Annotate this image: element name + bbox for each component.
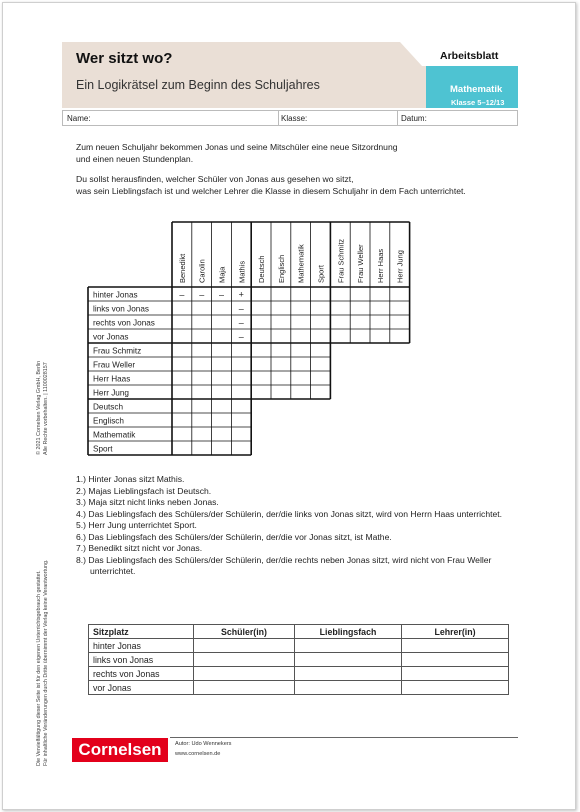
clue-item: 2.) Majas Lieblingsfach ist Deutsch. [76, 485, 212, 496]
clue-item: 5.) Herr Jung unterrichtet Sport. [76, 520, 197, 530]
answer-cell[interactable] [194, 653, 295, 667]
grid-mark: – [238, 317, 244, 328]
subject-label: Mathematik [450, 84, 503, 95]
row-label: vor Jonas [93, 332, 129, 342]
answer-cell[interactable] [295, 681, 402, 695]
name-field-label[interactable]: Name: [67, 114, 91, 123]
copyright-text: Alle Rechte vorbehalten. | 1100028157 [43, 362, 49, 455]
answer-cell[interactable] [295, 667, 402, 681]
grid-mark: – [199, 289, 205, 300]
answer-cell[interactable] [402, 681, 509, 695]
intro-text: Zum neuen Schuljahr bekommen Jonas und seine Mitschüler eine neue Sitzordnung [76, 142, 398, 152]
grade-label: Klasse 5–12/13 [451, 98, 505, 107]
column-header: Frau Schmitz [336, 238, 346, 283]
intro-text: Du sollst herausfinden, welcher Schüler von Jonas aus gesehen wo sitzt, [76, 174, 354, 184]
class-field-label[interactable]: Klasse: [281, 114, 308, 123]
column-header: Maja [217, 266, 227, 283]
author-credit: Autor: Udo Wennekers [175, 741, 232, 747]
copyright-text: © 2021 Cornelsen Verlag GmbH, Berlin [36, 360, 42, 455]
table-row [89, 639, 509, 653]
clue-item: 3.) Maja sitzt nicht links neben Jonas. [76, 497, 219, 507]
row-label: Mathematik [93, 430, 136, 440]
table-cell: links von Jonas [89, 653, 194, 667]
row-label: hinter Jonas [93, 290, 138, 300]
column-header: Mathematik [296, 244, 306, 283]
column-header: Deutsch [257, 255, 267, 283]
clue-list [76, 474, 535, 578]
table-row [89, 667, 509, 681]
column-header: Herr Haas [375, 248, 385, 283]
grid-mark: – [218, 289, 225, 300]
table-cell: rechts von Jonas [89, 667, 194, 681]
column-header: Englisch [276, 254, 286, 283]
usage-notice: Für inhaltliche Veränderungen durch Dritte übernimmt der Verlag keine Verantwortung. [43, 559, 49, 766]
answer-cell[interactable] [295, 639, 402, 653]
row-label: Frau Schmitz [93, 346, 142, 356]
clue-item: 4.) Das Lieblingsfach des Schülers/der Schülerin, der/die links von Jonas sitzt, wird von Herrn Haas unterrichtet. [76, 508, 503, 519]
table-header: Schüler(in) [194, 625, 295, 639]
cornelsen-logo: Cornelsen [72, 738, 168, 762]
row-label: Englisch [93, 416, 124, 426]
answer-cell[interactable] [295, 653, 402, 667]
intro-text: und einen neuen Stundenplan. [76, 153, 194, 164]
answer-cell[interactable] [194, 639, 295, 653]
table-header: Lieblingsfach [295, 625, 402, 639]
table-cell: hinter Jonas [89, 639, 194, 653]
column-header: Carolin [197, 259, 207, 283]
page-title: Wer sitzt wo? [76, 50, 173, 67]
clue-item: 7.) Benedikt sitzt nicht vor Jonas. [76, 543, 203, 553]
answer-cell[interactable] [194, 681, 295, 695]
column-header: Mathis [237, 260, 247, 283]
grid-mark: + [238, 289, 244, 300]
table-header: Lehrer(in) [402, 625, 509, 639]
table-cell: vor Jonas [89, 681, 194, 695]
column-header: Benedikt [177, 253, 187, 283]
table-row [89, 653, 509, 667]
row-label: Herr Haas [93, 374, 131, 384]
solution-table [88, 624, 509, 695]
grid-labels [93, 239, 405, 454]
usage-notice: Die Vervielfältigung dieser Seite ist für den eigenen Unterrichtsgebrauch gestattet. [36, 570, 42, 766]
row-label: links von Jonas [93, 304, 149, 314]
answer-cell[interactable] [402, 639, 509, 653]
table-header-row [89, 625, 509, 639]
table-header: Sitzplatz [89, 625, 194, 639]
clue-item: 8.) Das Lieblingsfach des Schülers/der Schülerin, der/die rechts neben Jonas sitzt, wird nicht von Frau Weller unterrichtet. [76, 554, 492, 576]
answer-cell[interactable] [402, 667, 509, 681]
row-label: rechts von Jonas [93, 318, 155, 328]
answer-cell[interactable] [402, 653, 509, 667]
table-row [89, 681, 509, 695]
row-label: Frau Weller [93, 360, 136, 370]
footer-divider [170, 737, 518, 738]
worksheet-label: Arbeitsblatt [440, 50, 499, 62]
column-header: Herr Jung [395, 250, 405, 283]
row-label: Deutsch [93, 402, 124, 412]
grid-mark: – [238, 331, 244, 342]
clue-item: 1.) Hinter Jonas sitzt Mathis. [76, 474, 185, 484]
clue-item: 6.) Das Lieblingsfach des Schülers/der Schülerin, der/die vor Jonas sitzt, ist Mathe. [76, 531, 392, 542]
page-subtitle: Ein Logikrätsel zum Beginn des Schuljahres [76, 78, 320, 92]
column-header: Sport [316, 265, 326, 283]
website-url[interactable]: www.cornelsen.de [175, 751, 221, 757]
grid-mark: – [179, 289, 185, 300]
row-label: Herr Jung [93, 388, 129, 398]
column-header: Frau Weller [356, 244, 366, 283]
row-label: Sport [93, 444, 113, 454]
answer-cell[interactable] [194, 667, 295, 681]
intro-text: was sein Lieblingsfach ist und welcher Lehrer die Klasse in diesem Schuljahr in dem Fach unterrichtet. [76, 185, 466, 196]
grid-mark: – [238, 303, 244, 314]
date-field-label[interactable]: Datum: [401, 114, 427, 123]
